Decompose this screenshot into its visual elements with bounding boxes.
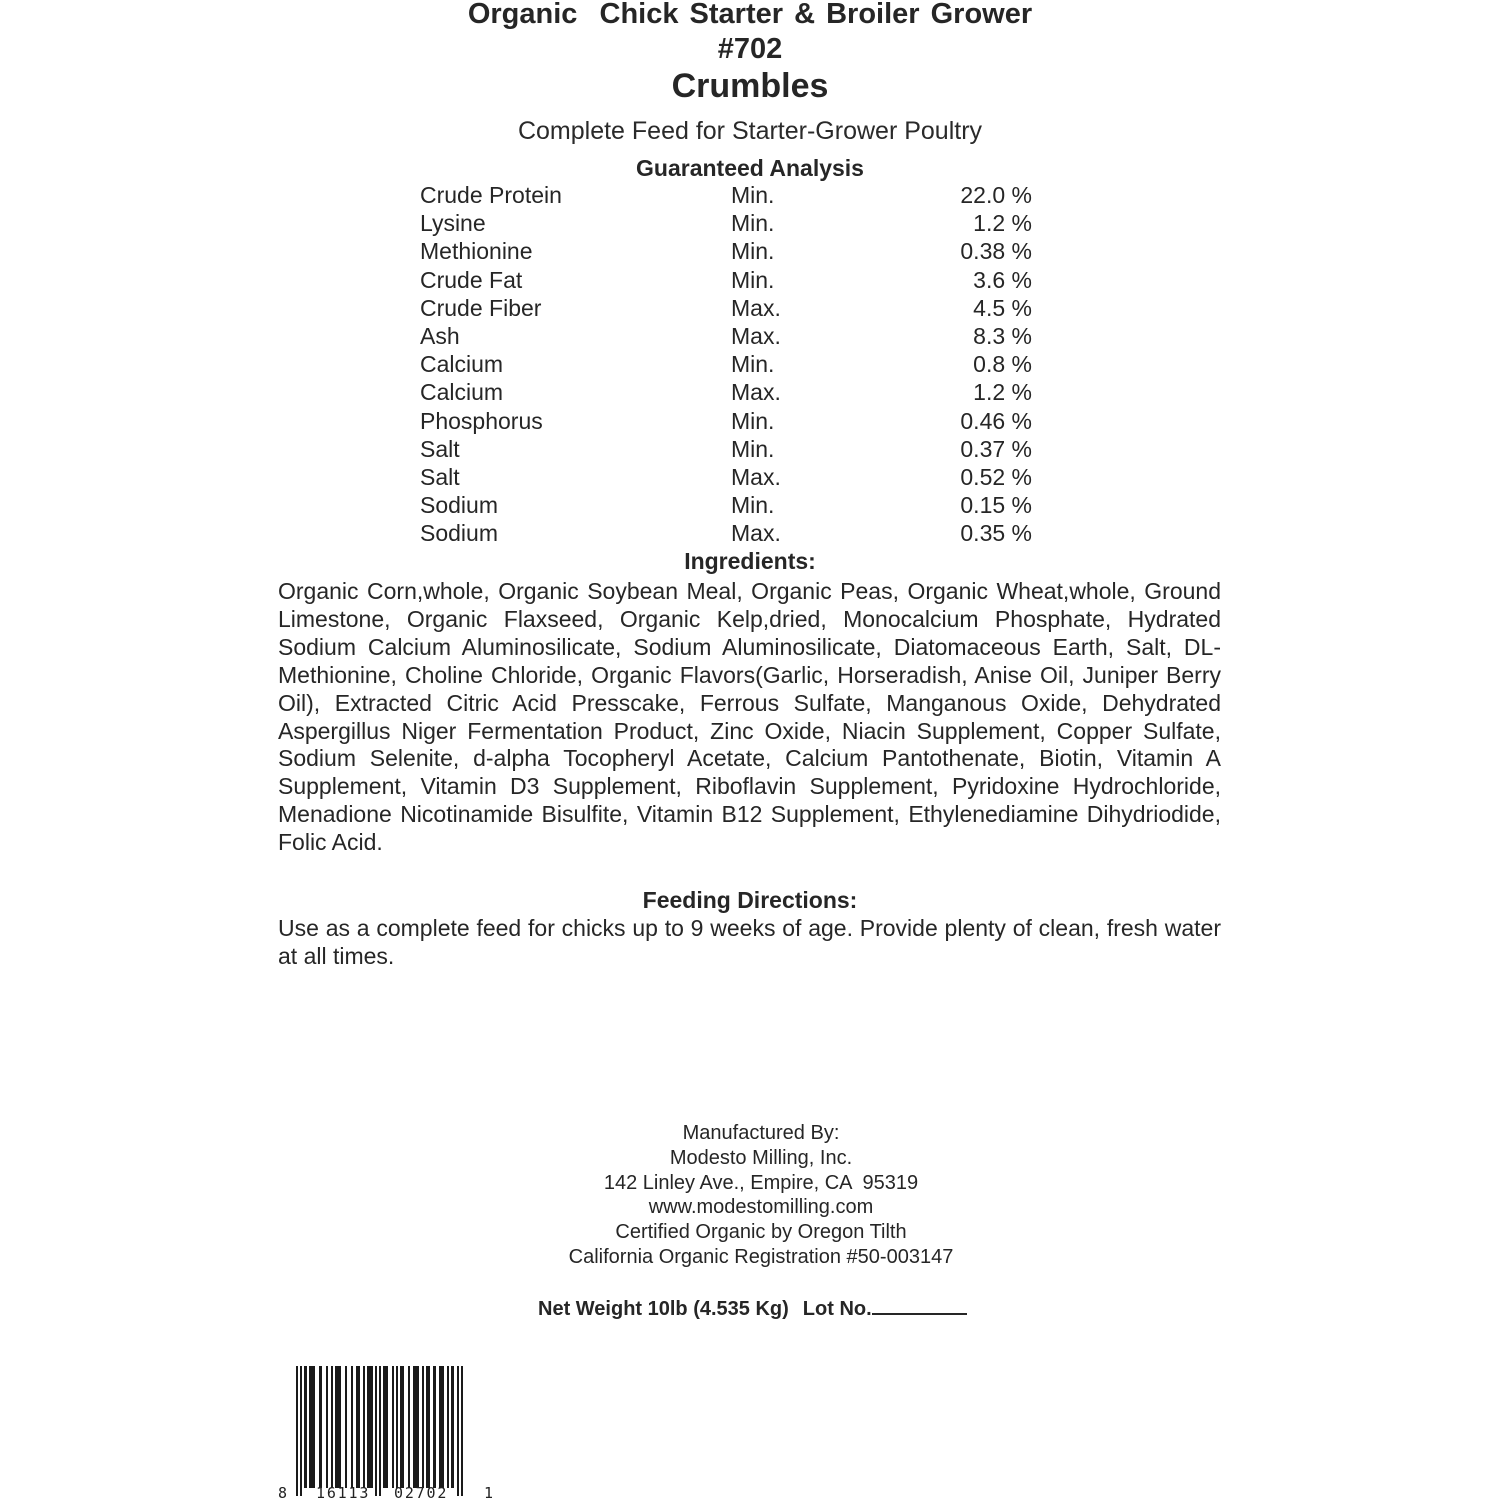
analysis-row <box>420 237 1032 265</box>
feeding-directions-heading: Feeding Directions: <box>642 887 858 913</box>
analysis-row <box>420 350 1032 378</box>
nutrient-qualifier: Min. <box>731 407 775 434</box>
lot-number-label: Lot No. <box>802 1298 872 1320</box>
analysis-row <box>420 519 1032 547</box>
nutrient-qualifier: Max. <box>731 322 781 349</box>
guaranteed-analysis-heading: Guaranteed Analysis <box>636 155 864 181</box>
nutrient-name: Methionine <box>420 238 533 265</box>
analysis-row <box>420 407 1032 435</box>
feeding-directions-text: Use as a complete feed for chicks up to 9 weeks of age. Provide plenty of clean, fresh water at all times. <box>278 915 1221 969</box>
barcode-icon <box>278 1366 498 1500</box>
analysis-row <box>420 435 1032 463</box>
nutrient-value: 4.5 % <box>973 294 1032 321</box>
nutrient-qualifier: Min. <box>731 182 775 208</box>
analysis-row <box>420 378 1032 406</box>
analysis-row <box>420 463 1032 491</box>
nutrient-name: Phosphorus <box>420 407 543 434</box>
ingredients-heading: Ingredients: <box>684 548 816 574</box>
barcode-leading-digit: 8 <box>278 1484 289 1502</box>
nutrient-qualifier: Min. <box>731 266 775 293</box>
nutrient-value: 0.15 % <box>960 492 1032 519</box>
nutrient-value: 22.0 % <box>960 182 1032 208</box>
nutrient-value: 0.52 % <box>960 463 1032 490</box>
nutrient-name: Salt <box>420 463 460 490</box>
nutrient-name: Crude Fiber <box>420 294 542 321</box>
nutrient-qualifier: Max. <box>731 379 781 406</box>
analysis-row <box>420 491 1032 519</box>
net-weight-line <box>538 1295 967 1322</box>
organic-certification: Certified Organic by Oregon Tilth <box>615 1221 907 1244</box>
nutrient-name: Sodium <box>420 492 498 519</box>
nutrient-qualifier: Max. <box>731 520 781 547</box>
net-weight: Net Weight 10lb (4.535 Kg) <box>538 1298 789 1320</box>
manufacturer-block <box>0 1121 1500 1270</box>
nutrient-value: 0.35 % <box>960 520 1032 547</box>
nutrient-qualifier: Max. <box>731 294 781 321</box>
nutrient-qualifier: Min. <box>731 351 775 378</box>
analysis-row <box>420 209 1032 237</box>
product-subtitle: Complete Feed for Starter-Grower Poultry <box>517 117 983 145</box>
nutrient-qualifier: Min. <box>731 210 775 237</box>
nutrient-name: Calcium <box>420 351 504 378</box>
analysis-row <box>420 266 1032 294</box>
ingredients-text: Organic Corn,whole, Organic Soybean Meal, Organic Peas, Organic Wheat,whole, Ground Limestone, Organic Flaxseed, Organic Kelp,dried, Monocalcium Phosphate, Hydrated Sodium Calcium Aluminosilicate, Sodium Aluminosilicate, Diatomaceous Earth, Salt, DL- Methionine, Choline Chloride, Organic Flavors(Garlic, Horseradish, Anise Oil, Juniper Berry Oil), Extracted Citric Acid Presscake, Ferrous Sulfate, Manganous Oxide, Dehydrated Aspergillus Niger Fermentation Product, Zinc Oxide, Niacin Supplement, Copper Sulfate, Sodium Selenite, d-alpha Tocopheryl Acetate, Calcium Pantothenate, Biotin, Vitamin A Supplement, Vitamin D3 Supplement, Riboflavin Supplement, Pyridoxine Hydrochloride, Menadione Nicotinamide Bisulfite, Vitamin B12 Supplement, Ethylenediamine Dihydriodide, Folic Acid. <box>278 578 1221 856</box>
nutrient-value: 0.38 % <box>960 238 1032 265</box>
nutrient-qualifier: Min. <box>731 492 775 519</box>
product-number: #702 <box>717 33 783 65</box>
nutrient-name: Salt <box>420 435 460 462</box>
upc-barcode <box>278 1366 498 1500</box>
nutrient-value: 0.46 % <box>960 407 1032 434</box>
nutrient-qualifier: Min. <box>731 238 775 265</box>
product-title: Organic Chick Starter & Broiler Grower <box>467 0 1033 30</box>
barcode-check-digit: 1 <box>484 1484 495 1502</box>
manufacturer-website: www.modestomilling.com <box>648 1196 874 1219</box>
nutrient-value: 0.37 % <box>960 435 1032 462</box>
barcode-left-group: 16113 <box>316 1484 371 1502</box>
nutrient-qualifier: Min. <box>731 435 775 462</box>
nutrient-value: 0.8 % <box>973 351 1032 378</box>
nutrient-name: Calcium <box>420 379 504 406</box>
manufacturer-address: 142 Linley Ave., Empire, CA 95319 <box>603 1171 919 1194</box>
nutrient-value: 8.3 % <box>973 322 1032 349</box>
nutrient-qualifier: Max. <box>731 463 781 490</box>
nutrient-name: Lysine <box>420 210 486 237</box>
nutrient-name: Crude Fat <box>420 266 523 293</box>
nutrient-value: 1.2 % <box>973 379 1032 406</box>
lot-number-blank <box>872 1295 967 1315</box>
organic-registration: California Organic Registration #50-003147 <box>568 1245 954 1268</box>
product-form: Crumbles <box>671 67 829 105</box>
analysis-row <box>420 322 1032 350</box>
nutrient-value: 3.6 % <box>973 266 1032 293</box>
guaranteed-analysis-table <box>420 181 1032 547</box>
analysis-row <box>420 181 1032 209</box>
barcode-right-group: 02702 <box>394 1484 449 1502</box>
nutrient-value: 1.2 % <box>973 210 1032 237</box>
nutrient-name: Ash <box>420 322 460 349</box>
nutrient-name: Crude Protein <box>420 182 562 208</box>
manufacturer-label: Manufactured By: <box>682 1122 840 1144</box>
analysis-row <box>420 294 1032 322</box>
nutrient-name: Sodium <box>420 520 498 547</box>
manufacturer-name: Modesto Milling, Inc. <box>669 1146 853 1169</box>
